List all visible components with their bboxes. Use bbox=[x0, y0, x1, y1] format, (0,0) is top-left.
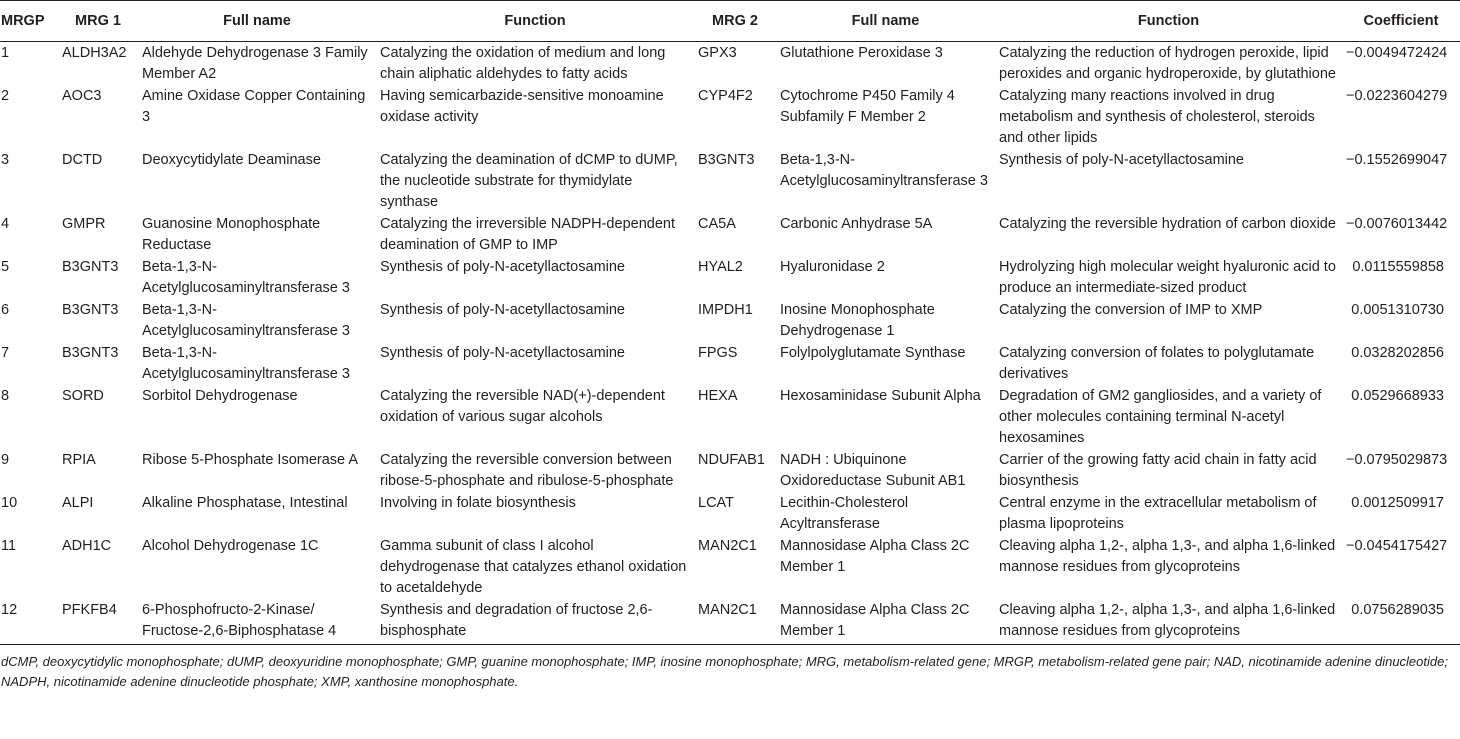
mrg2-cell: CYP4F2 bbox=[698, 88, 753, 104]
header-mrg1: MRG 1 bbox=[58, 1, 138, 42]
full-name-1-cell: Amine Oxidase Copper Containing 3 bbox=[142, 88, 366, 125]
mrg2-cell: HEXA bbox=[698, 388, 738, 404]
function-1-cell: Catalyzing the irreversible NADPH-dependent deamination of GMP to IMP bbox=[380, 216, 675, 253]
full-name-1-cell: 6-Phosphofructo-2-Kinase/ Fructose-2,6-Biphosphatase 4 bbox=[138, 599, 376, 645]
header-mrg2: MRG 2 bbox=[694, 1, 776, 42]
coefficient-cell: −0.0795029873 bbox=[1346, 452, 1448, 468]
mrgp-cell: 12 bbox=[0, 599, 58, 645]
table-row bbox=[0, 492, 1460, 535]
coefficient-cell: 0.0051310730 bbox=[1351, 302, 1444, 318]
coefficient-cell: −0.1552699047 bbox=[1346, 152, 1448, 168]
full-name-1-cell: Beta-1,3-N-Acetylglucosaminyltransferase 3 bbox=[142, 259, 350, 296]
mrg1-cell: SORD bbox=[62, 388, 104, 404]
full-name-2-cell: Mannosidase Alpha Class 2C Member 1 bbox=[776, 599, 995, 645]
function-1-cell: Catalyzing the deamination of dCMP to dUMP, the nucleotide substrate for thymidylate synthase bbox=[380, 152, 678, 210]
mrg2-cell: NDUFAB1 bbox=[698, 452, 765, 468]
function-2-cell: Catalyzing the reduction of hydrogen peroxide, lipid peroxides and organic hydroperoxide, by glutathione bbox=[999, 45, 1336, 82]
full-name-2-cell: Hexosaminidase Subunit Alpha bbox=[780, 388, 981, 404]
full-name-1-cell: Beta-1,3-N-Acetylglucosaminyltransferase 3 bbox=[142, 302, 350, 339]
mrg1-cell: B3GNT3 bbox=[62, 302, 119, 318]
function-2-cell: Hydrolyzing high molecular weight hyaluronic acid to produce an intermediate-sized product bbox=[999, 259, 1336, 296]
full-name-1-cell: Guanosine Monophosphate Reductase bbox=[142, 216, 321, 253]
function-1-cell: Synthesis and degradation of fructose 2,6-bisphosphate bbox=[376, 599, 694, 645]
coefficient-cell: −0.0076013442 bbox=[1346, 216, 1448, 232]
function-2-cell: Cleaving alpha 1,2-, alpha 1,3-, and alpha 1,6-linked mannose residues from glycoproteins bbox=[995, 599, 1342, 645]
full-name-2-cell: Glutathione Peroxidase 3 bbox=[780, 45, 943, 61]
table-row bbox=[0, 299, 1460, 342]
table-body bbox=[0, 42, 1460, 645]
mrg2-cell: CA5A bbox=[698, 216, 736, 232]
coefficient-cell: 0.0529668933 bbox=[1351, 388, 1444, 404]
header-coefficient: Coefficient bbox=[1342, 1, 1460, 42]
mrgp-cell: 7 bbox=[1, 345, 10, 361]
full-name-2-cell: Hyaluronidase 2 bbox=[780, 259, 885, 275]
function-2-cell: Catalyzing the reversible hydration of carbon dioxide bbox=[999, 216, 1336, 232]
mrgp-cell: 9 bbox=[1, 452, 10, 468]
function-2-cell: Carrier of the growing fatty acid chain in fatty acid biosynthesis bbox=[999, 452, 1317, 489]
table-row bbox=[0, 449, 1460, 492]
mrgp-cell: 6 bbox=[1, 302, 10, 318]
mrg2-cell: HYAL2 bbox=[698, 259, 743, 275]
table-row bbox=[0, 149, 1460, 213]
full-name-1-cell: Sorbitol Dehydrogenase bbox=[142, 388, 298, 404]
full-name-1-cell: Aldehyde Dehydrogenase 3 Family Member A2 bbox=[142, 45, 368, 82]
header-full-name-1: Full name bbox=[138, 1, 376, 42]
table-header bbox=[0, 1, 1460, 42]
mrg2-cell: B3GNT3 bbox=[698, 152, 755, 168]
coefficient-cell: 0.0756289035 bbox=[1342, 599, 1460, 645]
table-row bbox=[0, 85, 1460, 149]
full-name-2-cell: Mannosidase Alpha Class 2C Member 1 bbox=[780, 538, 970, 575]
full-name-2-cell: NADH : Ubiquinone Oxidoreductase Subunit AB1 bbox=[780, 452, 966, 489]
function-1-cell: Catalyzing the reversible conversion between ribose-5-phosphate and ribulose-5-phosphate bbox=[380, 452, 674, 489]
table-row bbox=[0, 385, 1460, 449]
mrgp-cell: 4 bbox=[1, 216, 10, 232]
mrg2-cell: LCAT bbox=[698, 495, 734, 511]
mrg1-cell: ALPI bbox=[62, 495, 94, 511]
coefficient-cell: −0.0454175427 bbox=[1346, 538, 1448, 554]
table-row bbox=[0, 256, 1460, 299]
full-name-1-cell: Alkaline Phosphatase, Intestinal bbox=[142, 495, 348, 511]
mrgp-cell: 1 bbox=[1, 45, 10, 61]
full-name-1-cell: Ribose 5-Phosphate Isomerase A bbox=[142, 452, 359, 468]
function-1-cell: Gamma subunit of class I alcohol dehydrogenase that catalyzes ethanol oxidation to acetaldehyde bbox=[380, 538, 687, 596]
full-name-2-cell: Lecithin-Cholesterol Acyltransferase bbox=[780, 495, 909, 532]
mrgp-cell: 5 bbox=[1, 259, 10, 275]
mrgp-cell: 8 bbox=[1, 388, 10, 404]
table-row bbox=[0, 42, 1460, 86]
function-1-cell: Involving in folate biosynthesis bbox=[380, 495, 576, 511]
function-2-cell: Degradation of GM2 gangliosides, and a variety of other molecules containing terminal N-acetyl hexosamines bbox=[999, 388, 1322, 446]
coefficient-cell: 0.0115559858 bbox=[1352, 259, 1444, 275]
full-name-2-cell: Beta-1,3-N-Acetylglucosaminyltransferase 3 bbox=[780, 152, 988, 189]
function-1-cell: Synthesis of poly-N-acetyllactosamine bbox=[380, 302, 625, 318]
full-name-2-cell: Inosine Monophosphate Dehydrogenase 1 bbox=[780, 302, 935, 339]
function-1-cell: Having semicarbazide-sensitive monoamine oxidase activity bbox=[380, 88, 664, 125]
mrg2-cell: IMPDH1 bbox=[698, 302, 753, 318]
mrg1-cell: DCTD bbox=[62, 152, 103, 168]
header-function-1: Function bbox=[376, 1, 694, 42]
mrg1-cell: ALDH3A2 bbox=[62, 45, 127, 61]
mrg1-cell: RPIA bbox=[62, 452, 96, 468]
mrg1-cell: B3GNT3 bbox=[62, 345, 119, 361]
function-2-cell: Synthesis of poly-N-acetyllactosamine bbox=[999, 152, 1244, 168]
mrgp-cell: 10 bbox=[1, 495, 18, 511]
mrgp-cell: 11 bbox=[1, 538, 17, 554]
header-full-name-2: Full name bbox=[776, 1, 995, 42]
mrg1-cell: ADH1C bbox=[62, 538, 112, 554]
full-name-2-cell: Carbonic Anhydrase 5A bbox=[780, 216, 933, 232]
function-1-cell: Synthesis of poly-N-acetyllactosamine bbox=[380, 345, 625, 361]
full-name-1-cell: Alcohol Dehydrogenase 1C bbox=[142, 538, 319, 554]
coefficient-cell: 0.0012509917 bbox=[1351, 495, 1444, 511]
full-name-1-cell: Beta-1,3-N-Acetylglucosaminyltransferase 3 bbox=[142, 345, 350, 382]
coefficient-cell: −0.0223604279 bbox=[1346, 88, 1448, 104]
function-2-cell: Catalyzing many reactions involved in drug metabolism and synthesis of cholesterol, steroids and other lipids bbox=[999, 88, 1315, 146]
header-function-2: Function bbox=[995, 1, 1342, 42]
mrgp-cell: 3 bbox=[1, 152, 10, 168]
table-row bbox=[0, 213, 1460, 256]
full-name-1-cell: Deoxycytidylate Deaminase bbox=[142, 152, 321, 168]
table-row bbox=[0, 342, 1460, 385]
function-2-cell: Catalyzing conversion of folates to polyglutamate derivatives bbox=[999, 345, 1315, 382]
mrg1-cell: AOC3 bbox=[62, 88, 102, 104]
coefficient-cell: 0.0328202856 bbox=[1351, 345, 1444, 361]
mrg2-cell: GPX3 bbox=[698, 45, 737, 61]
mrg2-cell: MAN2C1 bbox=[694, 599, 776, 645]
mrg1-cell: PFKFB4 bbox=[58, 599, 138, 645]
mrg1-cell: GMPR bbox=[62, 216, 106, 232]
mrgp-cell: 2 bbox=[1, 88, 10, 104]
function-1-cell: Catalyzing the reversible NAD(+)-dependent oxidation of various sugar alcohols bbox=[380, 388, 665, 425]
function-2-cell: Catalyzing the conversion of IMP to XMP bbox=[999, 302, 1263, 318]
function-2-cell: Central enzyme in the extracellular metabolism of plasma lipoproteins bbox=[999, 495, 1317, 532]
table-row bbox=[0, 535, 1460, 599]
full-name-2-cell: Cytochrome P450 Family 4 Subfamily F Member 2 bbox=[780, 88, 955, 125]
table-row bbox=[0, 599, 1460, 645]
header-row bbox=[0, 1, 1460, 42]
mrg2-cell: MAN2C1 bbox=[698, 538, 757, 554]
mrg2-cell: FPGS bbox=[698, 345, 738, 361]
header-mrgp: MRGP bbox=[0, 1, 58, 42]
function-1-cell: Synthesis of poly-N-acetyllactosamine bbox=[380, 259, 625, 275]
mrg1-cell: B3GNT3 bbox=[62, 259, 119, 275]
coefficient-cell: −0.0049472424 bbox=[1346, 45, 1448, 61]
table-footnote: dCMP, deoxycytidylic monophosphate; dUMP, deoxyuridine monophosphate; GMP, guanine monophosphate; IMP, inosine monophosphate; MRG, metabolism-related gene; MRGP, metabolism-related gene pair; NAD, nicotinamide adenine dinucleotide; NADPH, nicotinamide adenine dinucleotide phosphate; XMP, xanthosine monophosphate. bbox=[1, 654, 1448, 689]
full-name-2-cell: Folylpolyglutamate Synthase bbox=[780, 345, 966, 361]
function-2-cell: Cleaving alpha 1,2-, alpha 1,3-, and alpha 1,6-linked mannose residues from glycoproteins bbox=[999, 538, 1336, 575]
function-1-cell: Catalyzing the oxidation of medium and long chain aliphatic aldehydes to fatty acids bbox=[380, 45, 666, 82]
